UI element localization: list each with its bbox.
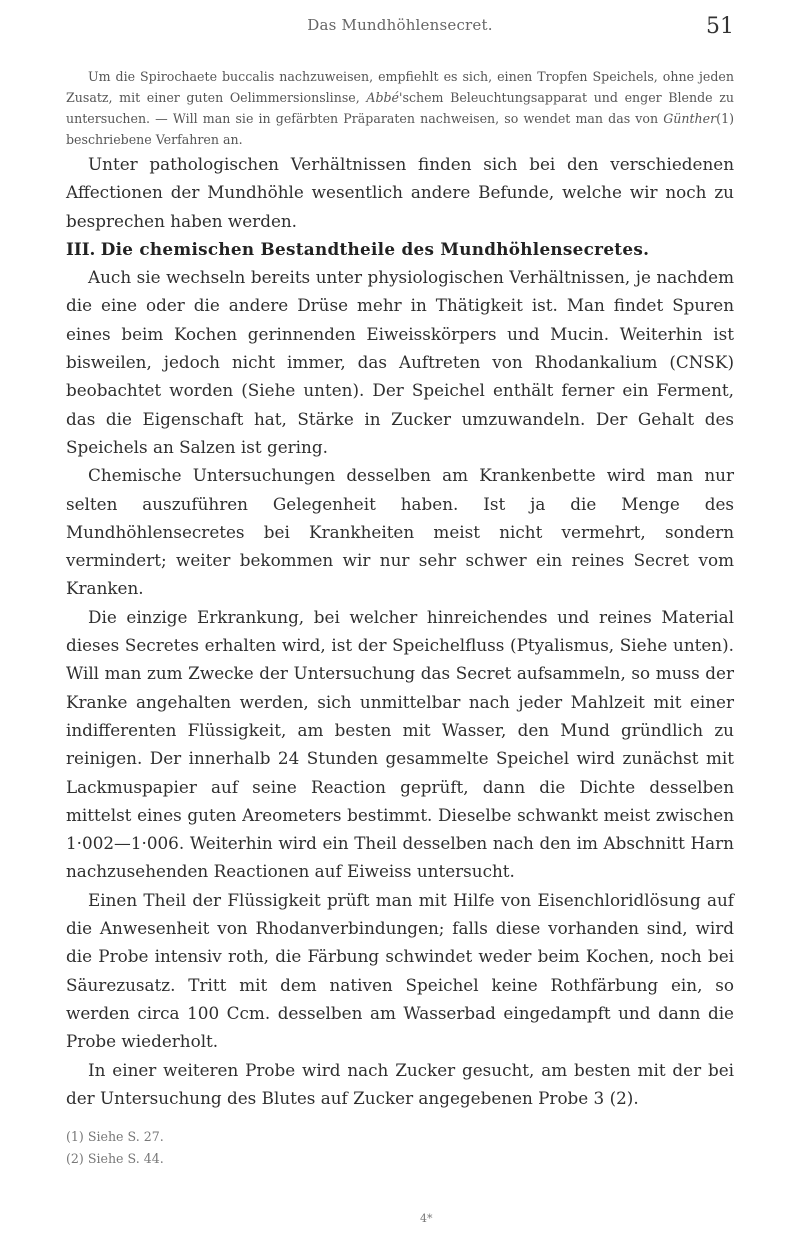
paragraph-components: Auch sie wechseln bereits unter physiologischen Verhältnissen, je nachdem die eine oder die andere Drüse mehr in Thätigkeit ist. Man findet Spuren eines beim Kochen gerinnenden Eiweisskörpers und Mucin. Weiterhin ist bisweilen, jedoch nicht immer, das Auftreten von Rhodankalium (CNSK) beobachtet worden (Siehe unten). Der Speichel enthält ferner ein Ferment, das die Eigenschaft hat, Stärke in Zucker umzuwandeln. Der Gehalt des Speichels an Salzen ist gering. xyxy=(66,267,734,457)
intro-note-paragraph xyxy=(66,66,734,150)
name-guenther: Günther xyxy=(663,111,717,126)
intro-text-2: 'schem Beleuchtungsapparat und enger Blende zu untersuchen. — Will man sie in gefärbten Präparaten nachweisen, so wendet man das von xyxy=(66,90,734,126)
running-title: Das Mundhöhlensecret. xyxy=(307,16,493,34)
paragraph-ptyalismus: Die einzige Erkrankung, bei welcher hinreichendes und reines Material dieses Secretes erhalten wird, ist der Speichelfluss (Ptyalismus, Siehe unten). Will man zum Zwecke der Untersuchung das Secret aufsammeln, so muss der Kranke angehalten werden, sich unmittelbar nach jeder Mahlzeit mit einer indifferenten Flüssigkeit, am besten mit Wasser, den Mund gründlich zu reinigen. Der innerhalb 24 Stunden gesammelte Speichel wird zunächst mit Lackmuspapier auf seine Reaction geprüft, dann die Dichte desselben mittelst eines guten Areometers bestimmt. Dieselbe schwankt meist zwischen 1·002—1·006. Weiterhin wird ein Theil desselben nach den im Abschnitt Harn nachzusehenden Reactionen auf Eiweiss untersucht. xyxy=(66,606,734,882)
sheet-signature-mark: 4* xyxy=(420,1212,433,1225)
paragraph-sugar-test: In einer weiteren Probe wird nach Zucker gesucht, am besten mit der bei der Untersuchung des Blutes auf Zucker angegebenen Probe 3 (2). xyxy=(66,1059,734,1108)
intro-text-3: (1) beschriebene Verfahren an. xyxy=(66,111,734,147)
name-abbe: Abbé xyxy=(366,90,400,105)
page-content xyxy=(66,66,734,1170)
section-number: III. xyxy=(66,238,96,259)
paragraph-rhodan-test: Einen Theil der Flüssigkeit prüft man mit Hilfe von Eisenchloridlösung auf die Anwesenheit von Rhodanverbindungen; falls diese vorhanden sind, wird die Probe intensiv roth, die Färbung schwindet weder beim Kochen, noch bei Säurezusatz. Tritt mit dem nativen Speichel keine Rothfärbung ein, so werden circa 100 Ccm. desselben am Wasserbad eingedampft und dann die Probe wiederholt. xyxy=(66,889,734,1052)
footnotes xyxy=(66,1126,734,1170)
page-number: 51 xyxy=(706,14,734,39)
paragraph-pathology: Unter pathologischen Verhältnissen finden sich bei den verschiedenen Affectionen der Mundhöhle wesentlich andere Befunde, welche wir noch zu besprechen haben werden. xyxy=(66,154,734,231)
intro-text-1: Um die Spirochaete buccalis nachzuweisen, empfiehlt es sich, einen Tropfen Speichels, ohne jeden Zusatz, mit einer guten Oelimmersionslinse, xyxy=(66,69,734,105)
section-title: Die chemischen Bestandtheile des Mundhöhlensecretes. xyxy=(100,238,650,259)
footnote-2: (2) Siehe S. 44. xyxy=(66,1151,164,1167)
section-heading xyxy=(66,235,734,263)
footnote-1: (1) Siehe S. 27. xyxy=(66,1129,164,1145)
running-head xyxy=(66,14,734,44)
paragraph-clinical-analysis: Chemische Untersuchungen desselben am Krankenbette wird man nur selten auszuführen Gelegenheit haben. Ist ja die Menge des Mundhöhlensecretes bei Krankheiten meist nicht vermehrt, sondern vermindert; weiter bekommen wir nur sehr schwer ein reines Secret vom Kranken. xyxy=(66,465,734,599)
